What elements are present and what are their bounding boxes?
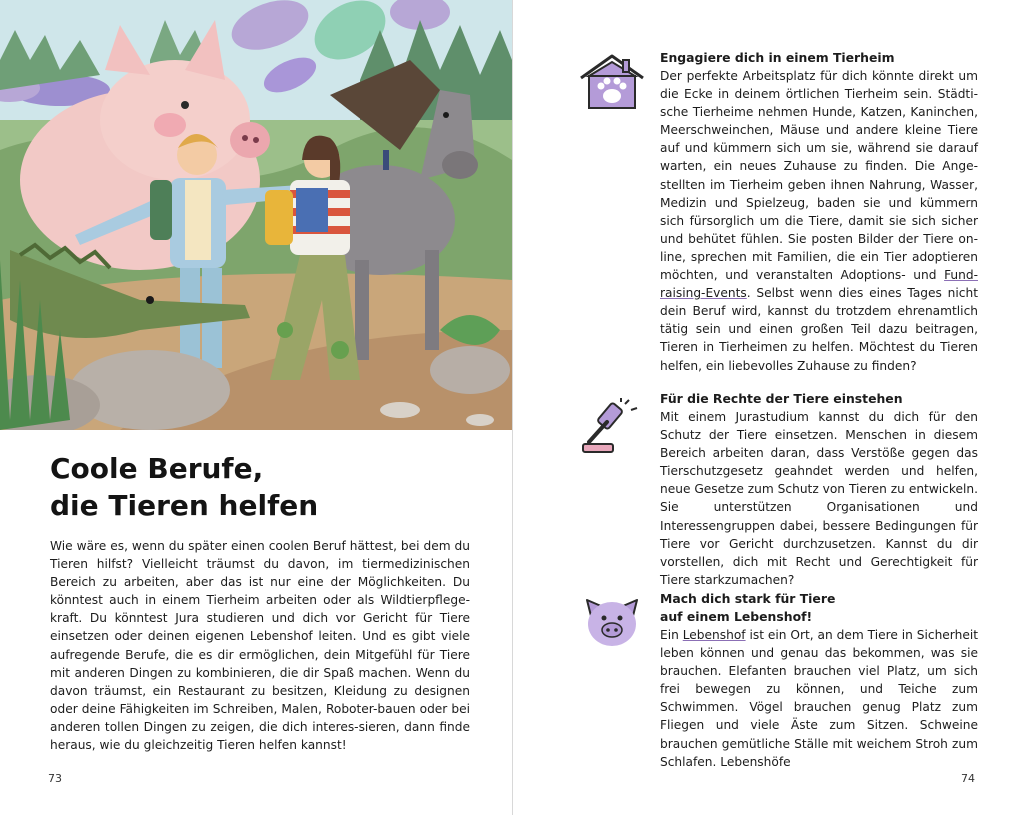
- section-body-text: Der perfekte Arbeitsplatz für dich könnte direkt um die Ecke in deinem örtlichen Tierheim sein. Städti-sche Tierheime nehmen Hunde, Katzen, Kaninchen, Meerschweinchen, Mäuse und andere kleine Tiere auf und kümmern sich um sie, während sie darauf warten, ein neues Zuhause zu finden. Die Ange-stellten im Tierheim geben ihnen Nahrung, Wasser, Medizin und Spielzeug, baden sie und kümmern sich fürsorglich um die Tiere, damit sie sich sicher und behütet fühlen. Sie posten Bilder der Tiere on-line, sprechen mit Familien, die ein Tier adoptieren möchten, und veranstalten Adoptions- und: [660, 69, 978, 283]
- right-page: [513, 0, 1024, 815]
- lebenshof-link: Lebenshof: [682, 628, 746, 642]
- section-body-text: . Selbst wenn dies eines Tages nicht dein Beruf wird, kannst du trotzdem ehrenamtlich tätig sein und einen großen Teil dazu beitragen, Tieren in Tierheimen zu helfen. Möchtest du Tieren helfen, ein liebevolles Zuhause zu finden?: [660, 286, 978, 373]
- page-number-right: 74: [961, 772, 975, 785]
- section-body: [660, 67, 978, 375]
- title-line-2: die Tieren helfen: [50, 489, 319, 522]
- section-body: [660, 626, 978, 771]
- section-tierrechte: [660, 390, 978, 589]
- section-title-line-1: Mach dich stark für Tiere: [660, 591, 836, 606]
- section-body: Mit einem Jurastudium kannst du dich für den Schutz der Tiere einsetzen. Menschen in diesem Bereich arbeiten daran, dass Verstöße gegen das Tierschutzgesetz geahndet werden und helfen, neue Gesetze zum Schutz von Tieren zu entwickeln. Sie unterstützen Organisationen und Interessengruppen dabei, bessere Bedingungen für Tiere vor Gericht durchzusetzen. Kannst du dir vorstellen, dich mit Recht und Gerechtigkeit für Tiere starkzumachen?: [660, 410, 978, 587]
- intro-paragraph: Wie wäre es, wenn du später einen coolen Beruf hättest, bei dem du Tieren hilfst? Vielleicht träumst du davon, im tiermedizinischen Bereich zu arbeiten, aber das ist nur eine der Möglichkeiten. Du könntest auch in einem Tierheim arbeiten oder als Wildtierpflege-kraft. Du könntest Jura studieren und dich vor Gericht für Tiere einsetzen oder deinen eigenen Lebenshof leiten. Und es gibt viele aufregende Berufe, die es dir ermöglichen, dein Mitgefühl für Tiere mit anderen Dingen zu kombinieren, die dir Spaß machen. Wenn du davon träumst, ein Restaurant zu besitzen, Kleidung zu designen oder deine Fähigkeiten im Schreiben, Malen, Roboter-bauen oder bei anderen tollen Dingen zu zeigen, die dich interes-sieren, dann finde heraus, wie du gleichzeitig Tieren helfen kannst!: [50, 539, 470, 753]
- fundraising-link: Fund-raising-Events: [660, 268, 978, 301]
- animal-shelter-house-icon: [577, 52, 647, 112]
- section-title-line-2: auf einem Lebenshof!: [660, 609, 813, 624]
- gavel-icon: [577, 398, 647, 458]
- pig-face-icon: [577, 592, 647, 652]
- section-title: Für die Rechte der Tiere einstehen: [660, 391, 903, 406]
- section-tierheim: [660, 49, 978, 375]
- title-line-1: Coole Berufe,: [50, 452, 264, 485]
- section-title: [660, 590, 978, 626]
- section-body-text: Ein: [660, 628, 683, 642]
- illustration-kids-with-animals: [0, 0, 512, 430]
- page-title: [50, 450, 490, 524]
- section-body-text: ist ein Ort, an dem Tiere in Sicherheit leben können und genau das bekommen, was sie brauchen. Elefanten brauchen viel Platz, um sich frei bewegen zu können, und Teiche zum Schwimmen. Vögel brauchen genug Platz zum Fliegen und viele Äste zum Sitzen. Schweine brauchen gemütliche Ställe mit weichem Stroh zum Schlafen. Lebenshöfe: [660, 628, 978, 769]
- section-title: Engagiere dich in einem Tierheim: [660, 50, 895, 65]
- section-lebenshof: [660, 590, 978, 771]
- page-number-left: 73: [48, 772, 62, 785]
